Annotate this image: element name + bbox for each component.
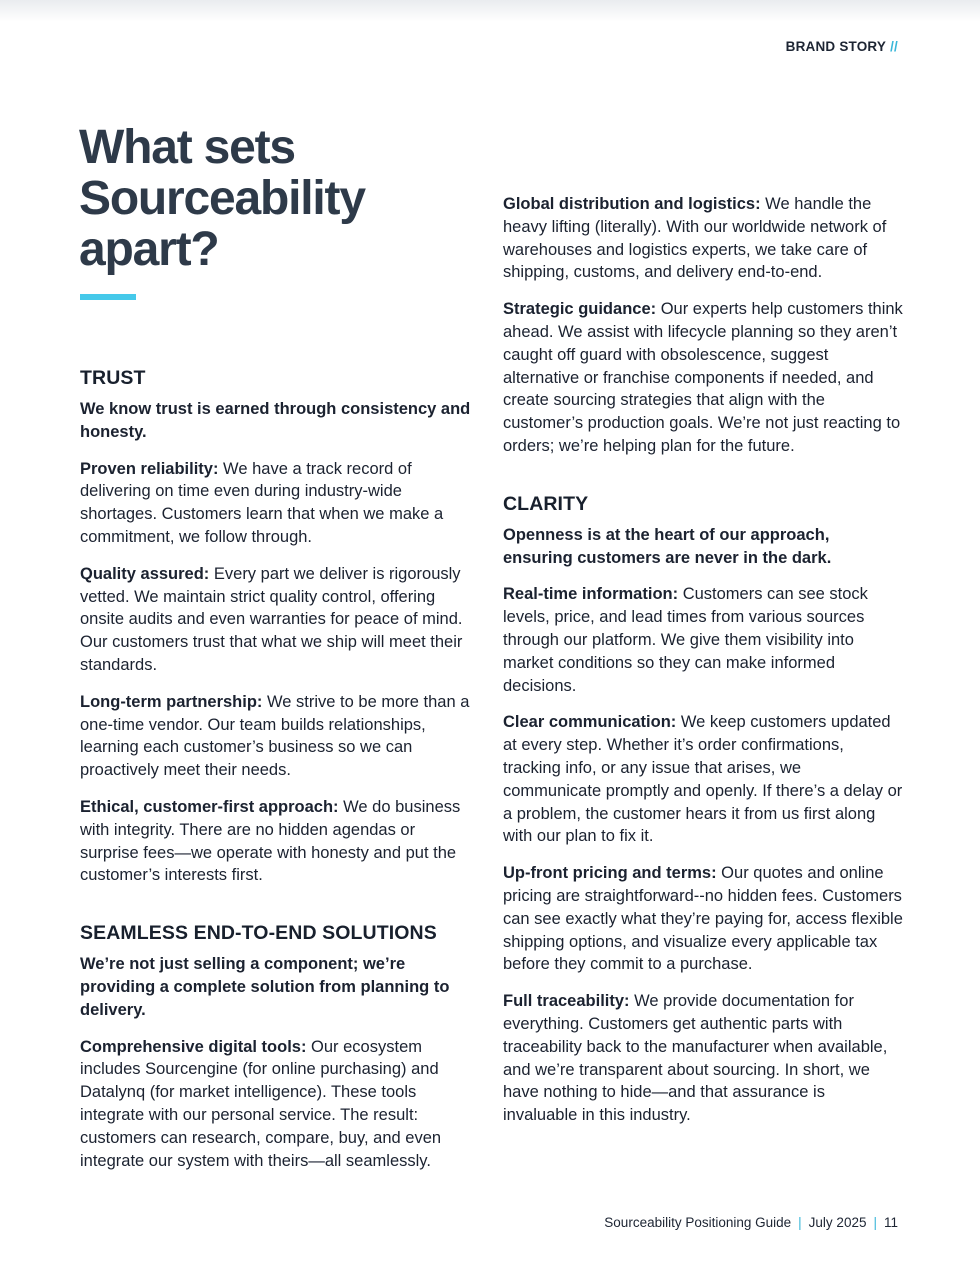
page-top-shadow (0, 0, 980, 22)
page-title: What sets Sourceability apart? (79, 121, 365, 276)
trust-heading: TRUST (80, 367, 146, 389)
clarity-item-label: Up-front pricing and terms: (503, 864, 717, 883)
clarity-item-label: Clear communication: (503, 713, 677, 732)
seamless-item-label: Comprehensive digital tools: (80, 1037, 307, 1056)
trust-item-label: Ethical, customer-first approach: (80, 797, 339, 816)
seamless-item-label: Strategic guidance: (503, 300, 657, 319)
clarity-item-up-front-pricing (503, 862, 903, 976)
trust-item-ethical-approach (80, 796, 478, 887)
header-slash-marker: // (890, 39, 898, 54)
trust-item-text: We strive to be more than a one-time vendor. Our team builds relationships, learning each customer’s business so we can proactively meet their needs. (80, 692, 470, 780)
page-footer (604, 1215, 898, 1230)
trust-item-label: Quality assured: (80, 564, 210, 583)
footer-separator: | (873, 1215, 877, 1230)
trust-item-long-term-partnership (80, 691, 478, 782)
clarity-intro: Openness is at the heart of our approach, ensuring customers are never in the dark. (503, 525, 832, 567)
clarity-item-label: Real-time information: (503, 585, 679, 604)
seamless-item-digital-tools (80, 1036, 478, 1173)
trust-item-proven-reliability (80, 458, 478, 549)
trust-intro: We know trust is earned through consistency and honesty. (80, 400, 471, 441)
trust-item-label: Proven reliability: (80, 459, 219, 478)
trust-item-label: Long-term partnership: (80, 692, 263, 711)
section-spacer (80, 901, 478, 921)
seamless-item-text: We handle the heavy lifting (literally). With our worldwide network of warehouses and logistics experts, we take care of shipping, customs, and delivery end-to-end. (503, 195, 887, 282)
footer-guide-title: Sourceability Positioning Guide (604, 1215, 792, 1230)
seamless-intro: We’re not just selling a component; we’re providing a complete solution from planning to delivery. (80, 955, 450, 1019)
seamless-heading: SEAMLESS END-TO-END SOLUTIONS (80, 922, 437, 945)
left-column (80, 366, 478, 1186)
seamless-item-label: Global distribution and logistics: (503, 195, 761, 213)
clarity-heading: CLARITY (503, 492, 589, 515)
clarity-item-clear-communication (503, 711, 903, 848)
header-label-text: BRAND STORY (785, 39, 887, 54)
seamless-item-global-distribution (503, 193, 903, 284)
clarity-item-text: We provide documentation for everything. Customers get authentic parts with traceability back to the manufacturer when available, and we’re transparent about sourcing. In short, we have nothing to hide—and that assurance is invaluable in this industry. (503, 992, 888, 1125)
title-accent-rule (80, 294, 136, 300)
footer-page-number: 11 (883, 1215, 898, 1230)
trust-item-text: Every part we deliver is rigorously vetted. We maintain strict quality control, offering onsite audits and even warranties for peace of mind. Our customers trust that what we ship will meet their standards. (80, 564, 463, 674)
header-section-label (786, 39, 898, 54)
trust-item-text: We do business with integrity. There are no hidden agendas or surprise fees—we operate with honesty and put the customer’s interests first. (80, 797, 461, 885)
seamless-item-text: Our ecosystem includes Sourcengine (for online purchasing) and Datalynq (for market intelligence). These tools integrate with our personal service. The result: customers can research, compare, buy, and even integrate our system with theirs—all seamlessly. (80, 1037, 442, 1170)
seamless-item-strategic-guidance (503, 298, 903, 458)
trust-item-text: We have a track record of delivering on time even during industry-wide shortages. Customers learn that when we make a commitment, we follow through. (80, 459, 444, 546)
seamless-item-text: Our experts help customers think ahead. We assist with lifecycle planning so they aren’t caught off guard with obsolescence, suggest alternative or franchise components if needed, and create sourcing strategies that align with the customer’s production goals. We’re not just reacting to orders; we’re helping plan for the future. (503, 300, 903, 455)
clarity-item-text: Customers can see stock levels, price, and lead times from various sources through our platform. We give them visibility into market conditions so they can make informed decisions. (503, 585, 868, 695)
footer-date: July 2025 (808, 1215, 867, 1230)
clarity-item-text: Our quotes and online pricing are straightforward--no hidden fees. Customers can see exactly what they’re paying for, access flexible shipping options, and visualize every applicable tax before they commit to a purchase. (503, 864, 903, 974)
trust-item-quality-assured (80, 563, 478, 677)
right-column (503, 193, 903, 1141)
footer-separator: | (798, 1215, 802, 1230)
section-spacer (503, 472, 903, 492)
clarity-item-text: We keep customers updated at every step. Whether it’s order confirmations, tracking info, or any issue that arises, we communicate promptly and openly. If there’s a delay or a problem, the customer hears it from us first along with our plan to fix it. (503, 713, 903, 846)
clarity-item-label: Full traceability: (503, 992, 630, 1011)
clarity-item-full-traceability (503, 990, 903, 1127)
clarity-item-real-time-information (503, 583, 903, 697)
